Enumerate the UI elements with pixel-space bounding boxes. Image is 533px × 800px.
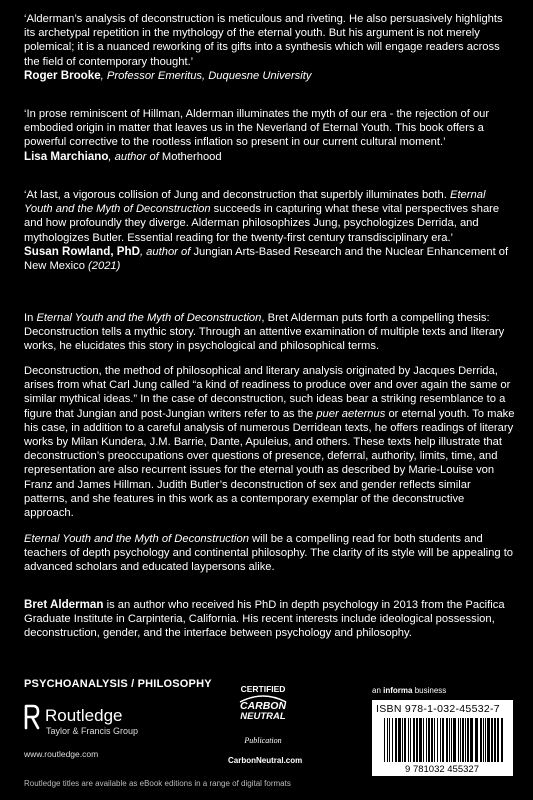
carbon-line2: CARBON <box>239 700 287 712</box>
barcode-bar <box>408 718 409 762</box>
barcode-bar <box>389 718 390 762</box>
informa-business <box>372 686 446 695</box>
barcode-bar <box>431 718 433 762</box>
text-span: In <box>24 312 37 324</box>
author-bio <box>24 598 516 641</box>
barcode-bar <box>395 718 397 762</box>
barcode-bar <box>416 718 418 762</box>
endorsement-1 <box>24 12 516 83</box>
endorser-role-year: (2021) <box>84 260 121 273</box>
publisher-url[interactable]: www.routledge.com <box>24 749 99 759</box>
description-text <box>24 532 516 575</box>
barcode-bar <box>413 718 415 762</box>
barcode-bar <box>419 718 422 762</box>
barcode-panel <box>372 700 513 776</box>
endorsement-text <box>24 188 516 245</box>
author-name: Bret Alderman <box>24 598 104 611</box>
barcode-bar <box>483 718 484 762</box>
barcode-bar <box>491 718 493 762</box>
endorser-role-prefix: , author of <box>108 150 162 163</box>
barcode-bar <box>410 718 411 762</box>
endorsement-text: ‘In prose reminiscent of Hillman, Alderman illuminates the myth of our era - the rejection of our embodied origin in matter that leaves us in the Neverland of Eternal Youth. This book offers a powerful corrective to the rootless inflation so present in our current cultural moment.’ <box>24 108 490 149</box>
barcode-bar <box>384 718 385 762</box>
barcode-digits: 9 781032 455327 <box>405 764 479 774</box>
barcode-bar <box>398 718 401 762</box>
endorsement-text: ‘Alderman’s analysis of deconstruction is meticulous and riveting. He also persuasively highlights its archetypal repetition in the mythology of the eternal youth. But his argument is not merely polemical; it is a nuanced reworking of its gifts into a synthesis which will engage readers across the field of contemporary thought.’ <box>24 13 503 68</box>
barcode-bar <box>402 718 403 762</box>
barcode-bar <box>404 718 406 762</box>
book-title-italic: Eternal Youth and the Myth of Deconstruction <box>24 189 486 216</box>
description-text <box>24 311 516 354</box>
informa-brand: informa <box>383 686 413 695</box>
barcode-bar <box>465 718 466 762</box>
description-paragraph-2 <box>24 364 516 520</box>
barcode-icon <box>376 718 509 774</box>
barcode-bar <box>485 718 486 762</box>
barcode-bar <box>470 718 473 762</box>
barcode-bar <box>423 718 424 762</box>
author-bio-text <box>24 598 516 641</box>
barcode-bar <box>440 718 441 762</box>
endorsement-attribution <box>24 150 516 164</box>
barcode-bar <box>428 718 430 762</box>
subject-category: PSYCHOANALYSIS / PHILOSOPHY <box>24 678 212 690</box>
barcode-bar <box>451 718 452 762</box>
endorser-role-title: Motherhood <box>161 150 222 163</box>
carbon-neutral-badge <box>228 682 298 762</box>
endorsement-attribution <box>24 245 516 273</box>
barcode-bar <box>426 718 427 762</box>
barcode-bar <box>387 718 388 762</box>
description-text <box>24 364 516 520</box>
barcode-bar <box>497 718 499 762</box>
barcode-bar <box>460 718 461 762</box>
publisher-group: Taylor & Francis Group <box>46 726 139 736</box>
description-paragraph-3 <box>24 532 516 575</box>
routledge-logo <box>24 704 184 746</box>
endorser-name: Lisa Marchiano <box>24 149 109 163</box>
barcode-bar <box>467 718 469 762</box>
text-span: will be a compelling read for both students and teachers of depth psychology and continental philosophy. The clarity of its style will be appealing to advanced scholars and educated laypersons alike. <box>24 533 514 574</box>
barcode-bar <box>462 718 464 762</box>
endorser-role: , Professor Emeritus, Duquesne University <box>100 69 312 82</box>
carbon-line4: Publication <box>244 736 282 745</box>
barcode-bar <box>392 718 393 762</box>
barcode-bar <box>480 718 482 762</box>
publisher-name: Routledge <box>45 706 123 725</box>
barcode-bar <box>437 718 438 762</box>
book-title-italic: Eternal Youth and the Myth of Deconstruction <box>24 533 249 545</box>
barcode-bar <box>453 718 456 762</box>
text-span: business <box>412 686 447 695</box>
barcode-bar <box>501 718 503 762</box>
endorser-name: Susan Rowland, PhD <box>24 244 140 258</box>
latin-term-italic: puer aeternus <box>316 407 386 420</box>
isbn-text: ISBN 978-1-032-45532-7 <box>376 703 500 715</box>
endorser-role-prefix: , author of <box>139 245 194 258</box>
endorsement-attribution <box>24 69 516 83</box>
barcode-bar <box>442 718 444 762</box>
endorsement-3 <box>24 188 516 273</box>
carbon-line3: NEUTRAL <box>240 711 286 722</box>
text-span: , Bret Alderman puts forth a compelling thesis: Deconstruction tells a mythic story. Through an attentive examination of multiple texts and literary works, he elucidates this story in psychological and philosophical terms. <box>24 312 505 353</box>
barcode-bar <box>458 718 459 762</box>
barcode-bar <box>434 718 435 762</box>
text-span: Deconstruction, the method of philosophical and literary analysis originated by Jacques Derrida, arises from what Carl Jung called “a kind of readiness to produce over and over again the same or similar mythical ideas.” In the case of deconstruction, such ideas bear a striking resemblance to a figure that Jungian and post-Jungian writers refer to as the <box>24 365 511 420</box>
endorser-role-title: Jungian Arts-Based Research and the Nuclear Enhancement of New Mexico <box>24 245 509 273</box>
barcode-bar <box>487 718 490 762</box>
footer-note: Routledge titles are available as eBook editions in a range of digital formats <box>24 779 291 788</box>
endorsement-text-pre: ‘At last, a vigorous collision of Jung and deconstruction that superbly illuminates both. <box>24 189 450 201</box>
book-title-italic: Eternal Youth and the Myth of Deconstruction <box>36 312 262 324</box>
barcode-bar <box>494 718 496 762</box>
text-span: an <box>372 686 384 695</box>
carbon-line1: CERTIFIED <box>240 684 286 694</box>
barcode-bar <box>475 718 478 762</box>
text-span: is an author who received his PhD in depth psychology in 2013 from the Pacifica Graduate Institute in Carpinteria, California. His recent interests include ideological possession, deconstruction, gender, and the interface between psychology and philosophy. <box>24 599 505 640</box>
carbon-neutral-url: CarbonNeutral.com <box>228 756 303 765</box>
endorsement-2 <box>24 107 516 164</box>
routledge-r-icon <box>24 704 40 730</box>
barcode-bar <box>449 718 450 762</box>
endorser-name: Roger Brooke <box>24 68 101 82</box>
barcode-bar <box>446 718 448 762</box>
text-span: or eternal youth. To make his case, in addition to a careful analysis of numerous Derridean texts, he offers readings of literary works by Milan Kundera, J.M. Barrie, Dante, Apuleius, and others. These texts help illustrate that deconstruction’s preoccupations over questions of presence, deferral, authority, limits, time, and representation are also recurrent issues for the eternal youth as described by Marie-Louise von Franz and James Hillman. Judith Butler’s deconstruction of sex and gender reflects similar patterns, and she features in this work as a contemporary exemplar of the deconstructive approach. <box>24 407 515 520</box>
endorsement-text-post: succeeds in capturing what these vital perspectives share and how profoundly they diverge. Alderman philosophizes Jung, psychologizes Derrida, and mythologizes Butler. Essential reading for the twenty-first century transdisciplinary era.’ <box>24 203 500 244</box>
description-paragraph-1 <box>24 311 516 354</box>
